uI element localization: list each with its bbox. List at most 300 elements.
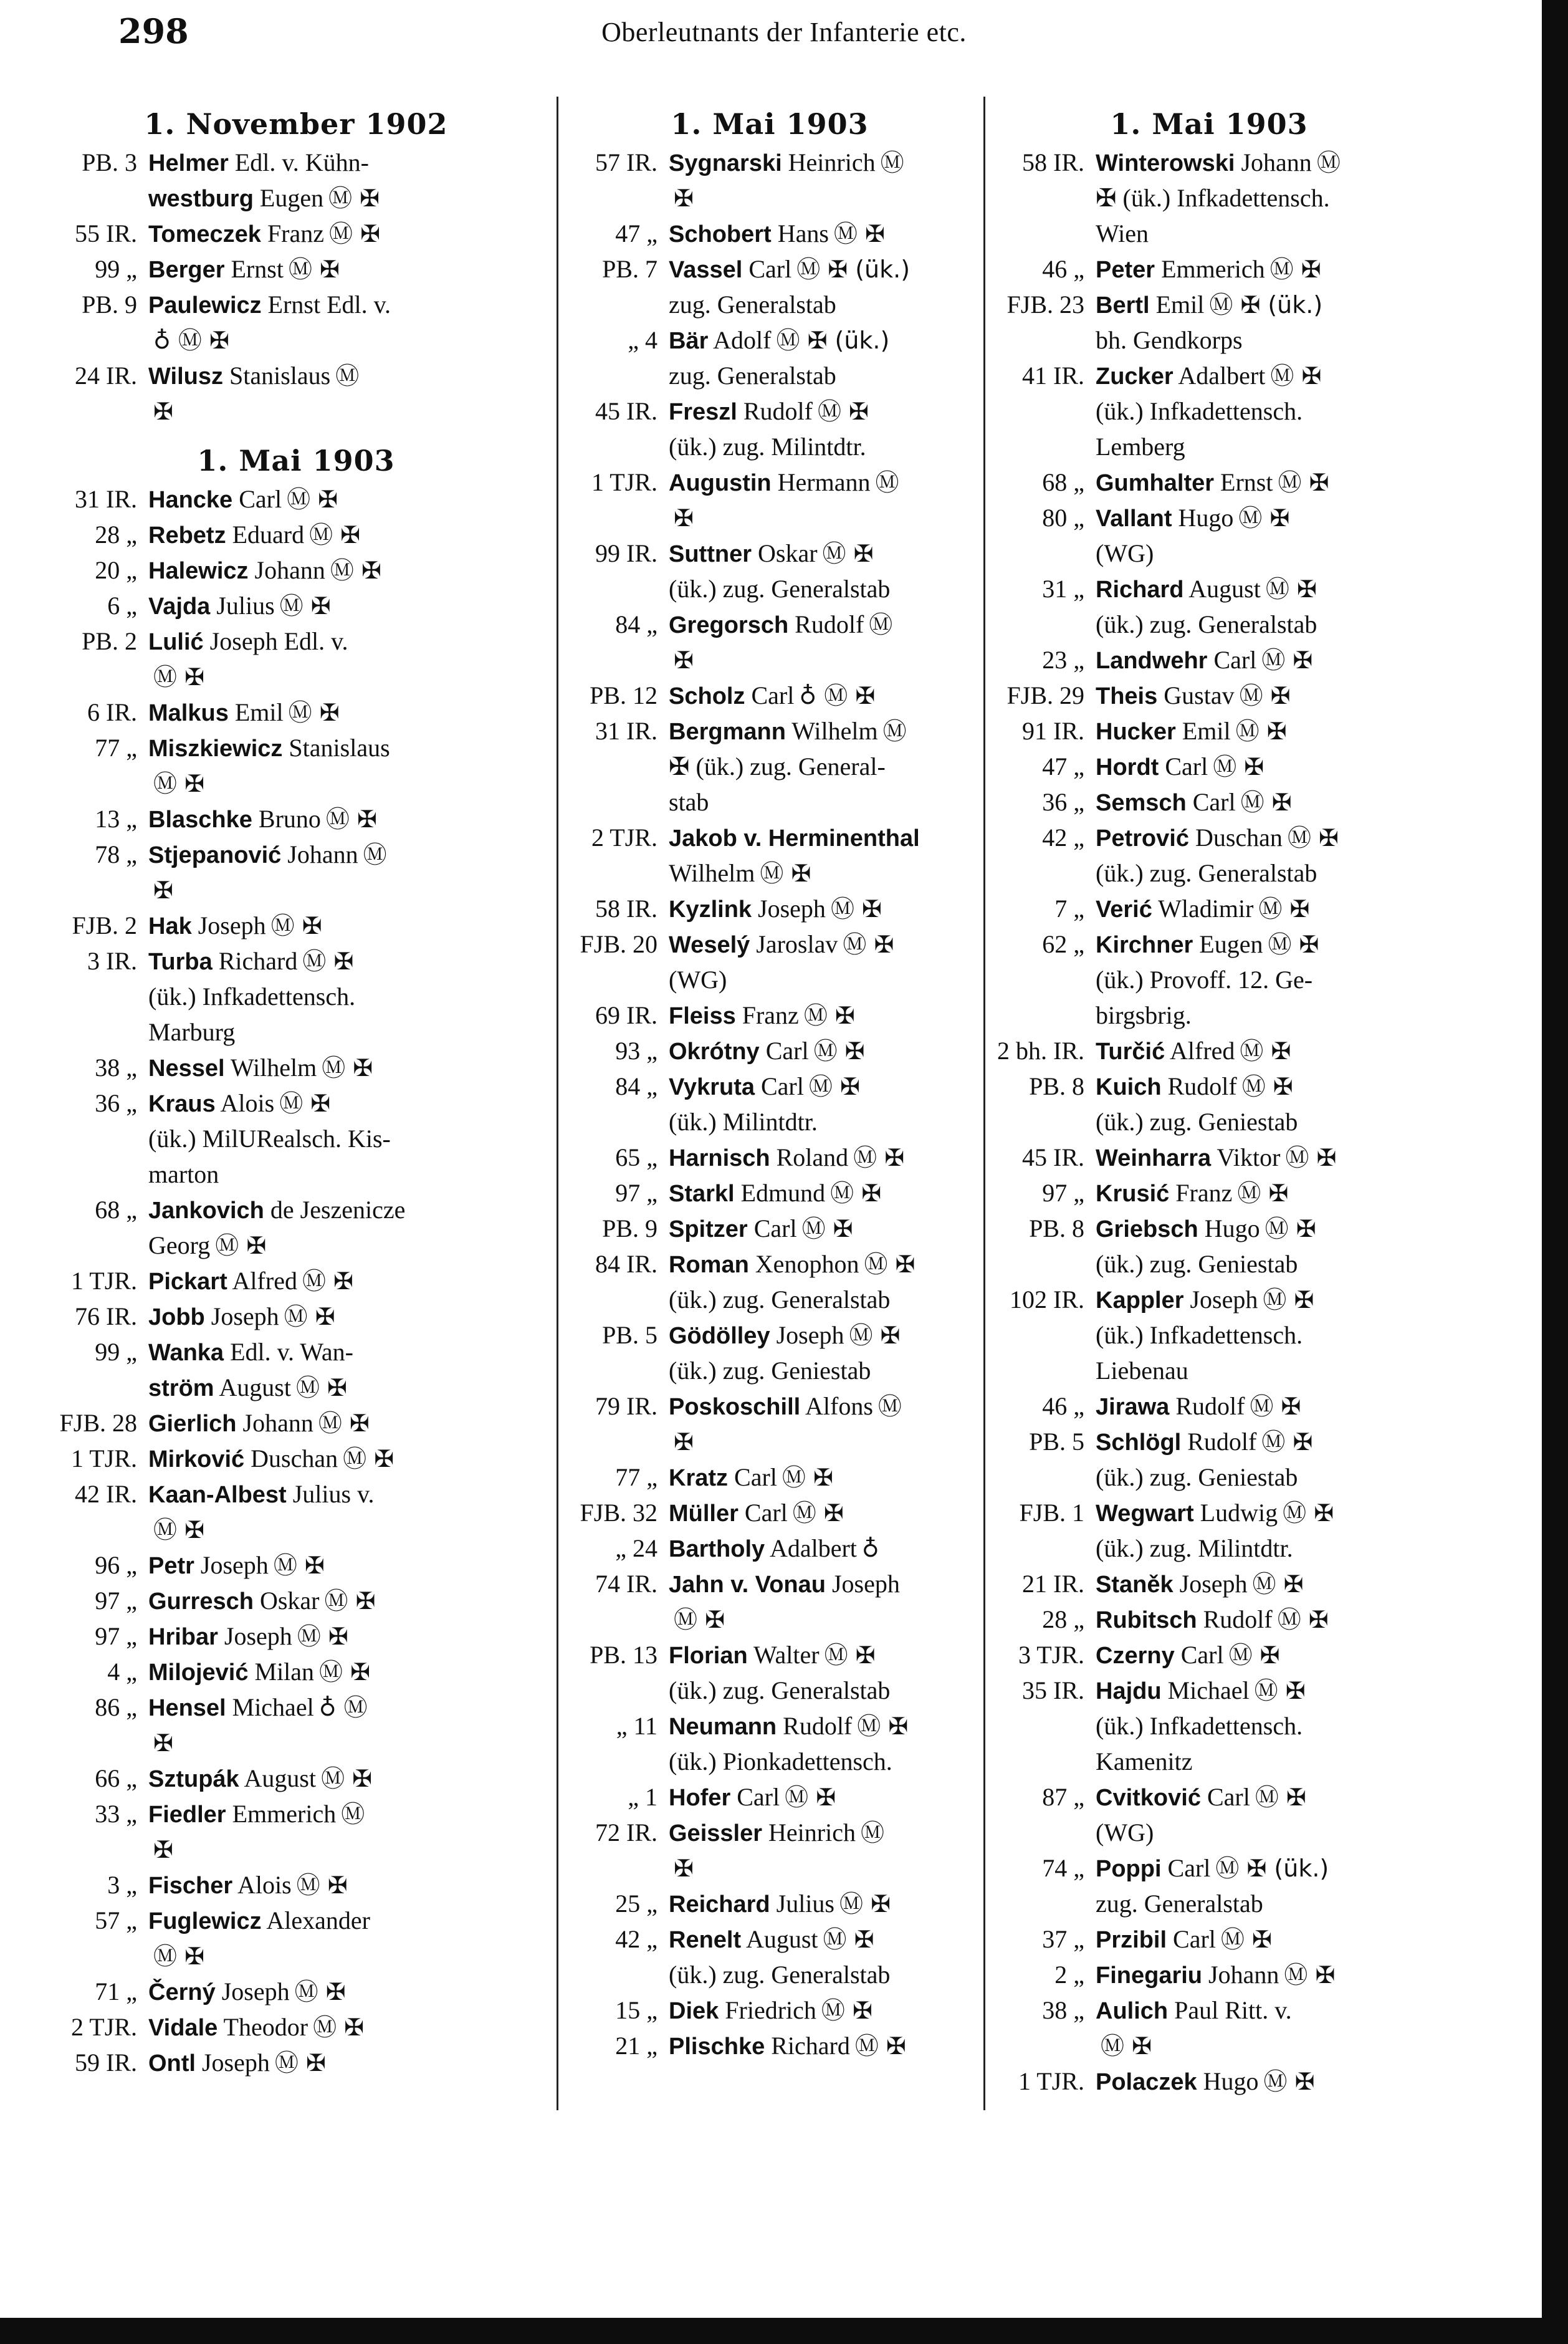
surname: Nessel <box>148 1055 225 1082</box>
given-name-notes: Emmerich <box>232 1800 337 1828</box>
given-name-notes: Gustav <box>1164 681 1235 709</box>
given-name-notes: Jaroslav <box>756 930 838 958</box>
list-entry <box>564 962 975 997</box>
unit-label: 57 „ <box>95 1906 137 1934</box>
list-entry <box>44 1476 548 1512</box>
list-entry <box>44 1689 548 1725</box>
surname: Geissler <box>669 1820 762 1847</box>
unit-label: 1 TJR. <box>71 1444 137 1472</box>
list-entry <box>564 2028 975 2063</box>
list-entry <box>991 1744 1427 1779</box>
given-name-notes: Julius <box>776 1890 834 1918</box>
entry-text <box>669 1175 975 1211</box>
decoration-icons: Ⓜ ✠ <box>864 1251 915 1278</box>
decoration-icons: Ⓜ ✠ <box>270 912 322 939</box>
decoration-icons: Ⓜ ✠ <box>1238 504 1290 532</box>
entry-text <box>148 623 548 659</box>
unit-label: 2 TJR. <box>71 2013 137 2041</box>
given-name-notes: Joseph Edl. v. <box>209 627 348 655</box>
given-name-notes: August <box>219 1373 291 1401</box>
entry-text <box>1096 322 1427 358</box>
surname: Vidale <box>148 2015 218 2041</box>
decoration-icons: Ⓜ ✠ <box>322 1054 373 1082</box>
given-name-notes: Wilhelm <box>230 1054 317 1082</box>
given-name-notes: Hermann <box>777 468 871 496</box>
list-entry <box>44 943 548 979</box>
list-entry <box>991 678 1427 713</box>
list-entry <box>44 588 548 623</box>
list-entry <box>991 1069 1427 1104</box>
given-name-notes: Adalbert <box>769 1534 857 1562</box>
unit-label <box>44 1121 148 1156</box>
surname: Milojević <box>148 1660 249 1686</box>
decoration-icons: ✠ <box>674 646 694 674</box>
unit-label <box>991 1104 1096 1140</box>
entry-text <box>669 962 975 997</box>
running-title: Oberleutnants der Infanterie etc. <box>601 17 967 47</box>
surname: Bär <box>669 328 709 354</box>
unit-label <box>991 1886 1096 1921</box>
entry-text <box>1096 500 1427 536</box>
column-rule-1 <box>557 97 558 2110</box>
unit-label: 77 „ <box>615 1463 657 1491</box>
given-name-notes: Rudolf <box>783 1712 853 1740</box>
unit-label: 55 IR. <box>75 219 137 247</box>
decoration-icons: Ⓜ ✠ <box>843 931 894 958</box>
decoration-icons: Ⓜ <box>882 718 907 745</box>
decoration-icons: Ⓜ <box>341 1800 365 1828</box>
entry-text <box>669 1921 975 1957</box>
entry-text <box>669 1495 975 1530</box>
entry-text <box>1096 1459 1427 1495</box>
list-entry <box>44 1334 548 1370</box>
unit-label: 33 „ <box>95 1800 137 1828</box>
list-entry <box>44 1192 548 1227</box>
entry-text <box>148 1654 548 1689</box>
list-entry <box>564 1317 975 1353</box>
entry-text <box>1096 1708 1427 1744</box>
given-name-notes: Joseph <box>221 1977 290 2005</box>
list-entry <box>44 623 548 659</box>
surname: Kirchner <box>1096 932 1193 958</box>
list-entry <box>991 216 1427 251</box>
given-name-notes: (ük.) Infkadettensch. <box>1096 1712 1303 1740</box>
given-name-notes: Johann <box>287 840 358 868</box>
unit-label: 42 „ <box>1042 824 1084 852</box>
given-name-notes: Joseph <box>200 1551 269 1579</box>
given-name-notes: Ernst <box>231 255 284 283</box>
unit-label: 68 „ <box>95 1196 137 1224</box>
list-entry <box>564 1886 975 1921</box>
list-entry <box>44 1227 548 1263</box>
decoration-icons: Ⓜ <box>880 149 904 176</box>
unit-label: 38 „ <box>1042 1996 1084 2024</box>
unit-label: FJB. 28 <box>59 1409 137 1437</box>
surname: Peter <box>1096 257 1155 283</box>
given-name-notes: Hans <box>777 219 829 247</box>
surname: Bartholy <box>669 1536 765 1562</box>
list-entry <box>991 1495 1427 1530</box>
list-entry <box>44 1121 548 1156</box>
entry-text <box>148 694 548 730</box>
list-entry <box>564 1211 975 1246</box>
entry-text <box>1096 571 1427 607</box>
given-name-notes: birgsbrig. <box>1096 1001 1192 1029</box>
entry-text <box>1096 1495 1427 1530</box>
entry-text <box>1096 997 1427 1033</box>
unit-label: 37 „ <box>1042 1925 1084 1953</box>
given-name-notes: Rudolf <box>795 610 864 638</box>
surname: Wegwart <box>1096 1501 1194 1527</box>
list-entry <box>564 145 975 180</box>
given-name-notes: Edl. v. Wan- <box>230 1338 353 1366</box>
surname: Blaschke <box>148 807 252 833</box>
given-name-notes: Richard <box>771 2032 850 2060</box>
list-entry <box>564 926 975 962</box>
given-name-notes: Joseph <box>198 911 266 939</box>
decoration-icons: Ⓜ ✠ <box>801 1215 853 1242</box>
unit-label: 57 IR. <box>595 148 657 176</box>
list-entry <box>991 1353 1427 1388</box>
entry-text <box>669 784 975 820</box>
entry-text <box>1096 180 1427 216</box>
entry-text <box>148 1547 548 1583</box>
unit-label: 3 IR. <box>87 947 137 975</box>
unit-label <box>564 287 669 322</box>
surname: Bertl <box>1096 292 1150 319</box>
entry-text <box>148 1263 548 1299</box>
decoration-icons: Ⓜ ✠ <box>1252 1570 1304 1598</box>
entry-text <box>669 820 975 855</box>
list-entry <box>991 1459 1427 1495</box>
entry-text <box>1096 1673 1427 1708</box>
unit-label <box>991 322 1096 358</box>
unit-label: 87 „ <box>1042 1783 1084 1811</box>
surname: westburg <box>148 186 254 212</box>
surname: Tomeczek <box>148 221 261 247</box>
unit-label: „ 24 <box>615 1534 657 1562</box>
decoration-icons: Ⓜ ✠ <box>1240 789 1292 816</box>
given-name-notes: zug. Generalstab <box>669 362 836 390</box>
unit-label: PB. 8 <box>1029 1072 1084 1100</box>
entry-text <box>669 926 975 962</box>
list-entry <box>991 820 1427 855</box>
decoration-icons: Ⓜ ✠ <box>857 1712 909 1740</box>
unit-label <box>991 2028 1096 2063</box>
list-entry <box>564 536 975 571</box>
list-entry <box>991 251 1427 287</box>
list-entry <box>44 393 548 429</box>
entry-text <box>669 1602 975 1637</box>
unit-label: PB. 5 <box>602 1321 657 1349</box>
entry-text <box>669 1033 975 1069</box>
list-entry <box>564 393 975 429</box>
unit-label: 15 „ <box>615 1996 657 2024</box>
unit-label <box>564 1353 669 1388</box>
surname: Miszkiewicz <box>148 736 283 762</box>
given-name-notes: Carl <box>748 255 792 283</box>
given-name-notes: Eduard <box>232 521 305 549</box>
entry-text <box>669 678 975 713</box>
entry-text <box>148 1867 548 1903</box>
decoration-icons: Ⓜ ✠ <box>1269 256 1321 283</box>
surname: Zucker <box>1096 363 1174 390</box>
list-entry <box>991 855 1427 891</box>
list-entry <box>44 1085 548 1121</box>
decoration-icons: Ⓜ ✠ <box>153 770 204 797</box>
list-entry <box>44 1263 548 1299</box>
list-entry <box>564 678 975 713</box>
unit-label: PB. 9 <box>602 1214 657 1242</box>
given-name-notes: (ük.) MilURealsch. Kis- <box>148 1125 391 1153</box>
entry-text <box>669 571 975 607</box>
decoration-icons: ✠ <box>674 185 694 212</box>
unit-label <box>44 1938 148 1974</box>
surname: Polaczek <box>1096 2069 1197 2095</box>
decoration-icons: Ⓜ ✠ <box>808 1073 860 1100</box>
entry-text <box>669 1530 975 1566</box>
given-name-notes: Joseph <box>224 1622 292 1650</box>
surname: ström <box>148 1375 214 1401</box>
list-entry <box>564 1957 975 1992</box>
list-entry <box>44 1725 548 1760</box>
given-name-notes: Theodor <box>223 2013 308 2041</box>
given-name-notes: (ük.) zug. Generalstab <box>669 1285 891 1314</box>
decoration-icons: Ⓜ ✠ (ük.) <box>796 256 911 283</box>
unit-label: 1 TJR. <box>71 1267 137 1295</box>
unit-label: FJB. 32 <box>580 1499 657 1527</box>
given-name-notes: Carl <box>744 1499 788 1527</box>
entry-text <box>148 1299 548 1334</box>
entry-text <box>1096 1140 1427 1175</box>
unit-label <box>991 180 1096 216</box>
decoration-icons: Ⓜ ✠ <box>830 895 882 923</box>
surname: Paulewicz <box>148 292 262 319</box>
list-entry <box>564 784 975 820</box>
list-entry <box>991 1673 1427 1708</box>
entry-text <box>1096 1104 1427 1140</box>
decoration-icons: Ⓜ ✠ <box>833 220 885 247</box>
given-name-notes: Julius v. <box>292 1480 375 1508</box>
unit-label: 58 IR. <box>1022 148 1084 176</box>
decoration-icons: Ⓜ ✠ <box>1263 2068 1315 2095</box>
given-name-notes: Ernst <box>1220 468 1273 496</box>
entry-text <box>148 322 548 358</box>
list-entry <box>564 1637 975 1673</box>
surname: Harnisch <box>669 1145 770 1171</box>
list-entry <box>44 180 548 216</box>
unit-label: FJB. 29 <box>1006 681 1084 709</box>
list-entry <box>991 1246 1427 1282</box>
unit-label <box>44 1014 148 1050</box>
given-name-notes: Emil <box>1155 291 1205 319</box>
list-entry <box>44 1299 548 1334</box>
surname: Semsch <box>1096 790 1187 816</box>
given-name-notes: (ük.) zug. Generalstab <box>1096 859 1317 887</box>
given-name-notes: August <box>1188 575 1261 603</box>
decoration-icons: Ⓜ ✠ <box>782 1464 833 1491</box>
surname: Plischke <box>669 2034 765 2060</box>
given-name-notes: (ük.) Infkadettensch. <box>1096 1321 1303 1349</box>
unit-label <box>991 393 1096 429</box>
given-name-notes: Joseph <box>1190 1285 1258 1314</box>
given-name-notes: Joseph <box>758 895 826 923</box>
list-entry <box>991 287 1427 322</box>
list-entry <box>991 1140 1427 1175</box>
list-entry <box>564 1708 975 1744</box>
decoration-icons: Ⓜ ✠ (ük.) <box>1209 291 1323 319</box>
unit-label <box>44 322 148 358</box>
decoration-icons: Ⓜ ✠ <box>1268 931 1319 958</box>
surname: Scholz <box>669 683 745 709</box>
decoration-icons: Ⓜ ✠ (ük.) <box>1215 1855 1329 1882</box>
unit-label <box>991 1708 1096 1744</box>
surname: Czerny <box>1096 1643 1175 1669</box>
surname: Müller <box>669 1501 739 1527</box>
unit-label <box>44 1156 148 1192</box>
surname: Okrótny <box>669 1039 760 1065</box>
unit-label <box>44 393 148 429</box>
surname: Kratz <box>669 1465 729 1491</box>
unit-label: PB. 7 <box>602 255 657 283</box>
decoration-icons: Ⓜ ✠ <box>1265 575 1317 603</box>
unit-label <box>564 749 669 784</box>
decoration-icons: ♁ Ⓜ ✠ <box>799 682 876 709</box>
unit-label: 84 IR. <box>595 1250 657 1278</box>
entry-text <box>669 1744 975 1779</box>
given-name-notes: Johann <box>1241 148 1312 176</box>
list-entry <box>564 1104 975 1140</box>
decoration-icons: Ⓜ ✠ <box>296 1871 348 1899</box>
unit-label: 46 „ <box>1042 1392 1084 1420</box>
surname: Gumhalter <box>1096 470 1215 496</box>
decoration-icons: Ⓜ ✠ <box>1261 646 1313 674</box>
unit-label <box>564 429 669 464</box>
unit-label: 84 „ <box>615 610 657 638</box>
given-name-notes: August <box>745 1925 818 1953</box>
list-entry <box>991 2063 1427 2099</box>
decoration-icons: Ⓜ ✠ <box>803 1002 855 1029</box>
entry-text <box>148 1405 548 1441</box>
list-entry <box>44 1903 548 1938</box>
entry-text <box>148 801 548 837</box>
unit-label <box>991 997 1096 1033</box>
unit-label: 13 „ <box>95 805 137 833</box>
entry-text <box>148 1085 548 1121</box>
list-entry <box>991 784 1427 820</box>
unit-label: 71 „ <box>95 1977 137 2005</box>
given-name-notes: Eugen <box>259 184 324 212</box>
entry-text <box>669 145 975 180</box>
list-entry <box>991 536 1427 571</box>
unit-label <box>564 1282 669 1317</box>
scan-border-right <box>1542 0 1568 2344</box>
decoration-icons: Ⓜ ✠ <box>823 1926 874 1953</box>
surname: Fuglewicz <box>148 1908 262 1934</box>
decoration-icons: Ⓜ ✠ <box>817 398 869 425</box>
unit-label: 36 „ <box>95 1089 137 1117</box>
decoration-icons: Ⓜ ✠ <box>1285 1144 1337 1171</box>
list-entry <box>564 1495 975 1530</box>
unit-label <box>991 1246 1096 1282</box>
given-name-notes: Rudolf <box>1203 1605 1273 1633</box>
surname: Theis <box>1096 683 1158 709</box>
given-name-notes: Rudolf <box>1167 1072 1237 1100</box>
given-name-notes: Franz <box>742 1001 799 1029</box>
page-number: 298 <box>118 11 189 51</box>
entry-text <box>1096 1388 1427 1424</box>
entry-text <box>1096 1850 1427 1886</box>
list-entry <box>564 749 975 784</box>
surname: Malkus <box>148 700 229 726</box>
given-name-notes: ✠ (ük.) zug. General- <box>669 752 886 781</box>
given-name-notes: Georg <box>148 1231 211 1259</box>
entry-text <box>148 1512 548 1547</box>
given-name-notes: Duschan <box>251 1444 338 1472</box>
entry-text <box>148 908 548 943</box>
decoration-icons: Ⓜ <box>335 362 360 390</box>
entry-text <box>148 1370 548 1405</box>
unit-label <box>991 1744 1096 1779</box>
entry-text <box>148 730 548 766</box>
entry-text <box>669 500 975 536</box>
given-name-notes: Franz <box>1175 1179 1233 1207</box>
unit-label: PB. 2 <box>82 627 137 655</box>
entry-text <box>669 1104 975 1140</box>
list-entry <box>564 1815 975 1850</box>
list-entry <box>44 517 548 552</box>
given-name-notes: Julius <box>216 592 275 620</box>
entry-text <box>1096 429 1427 464</box>
entry-text <box>148 180 548 216</box>
entry-text <box>148 481 548 517</box>
given-name-notes: Carl <box>753 1214 797 1242</box>
surname: Diek <box>669 1998 719 2024</box>
surname: Reichard <box>669 1891 770 1918</box>
unit-label <box>991 1459 1096 1495</box>
decoration-icons: Ⓜ ✠ <box>1241 1073 1293 1100</box>
unit-label <box>991 1317 1096 1353</box>
decoration-icons: Ⓜ ✠ <box>302 1267 353 1295</box>
entry-text <box>1096 2063 1427 2099</box>
unit-label <box>564 1602 669 1637</box>
surname: Suttner <box>669 541 752 567</box>
decoration-icons: ✠ <box>674 504 694 532</box>
given-name-notes: Adolf <box>713 326 772 354</box>
unit-label <box>991 1353 1096 1388</box>
list-entry <box>564 1530 975 1566</box>
surname: Černý <box>148 1979 216 2005</box>
surname: Florian <box>669 1643 748 1669</box>
list-entry <box>44 2045 548 2080</box>
surname: Augustin <box>669 470 772 496</box>
unit-label: 91 IR. <box>1022 717 1084 745</box>
list-entry <box>44 145 548 180</box>
given-name-notes: Rudolf <box>1187 1428 1257 1456</box>
unit-label <box>44 180 148 216</box>
list-entry <box>991 1282 1427 1317</box>
list-entry <box>564 251 975 287</box>
surname: Jobb <box>148 1304 205 1330</box>
list-entry <box>44 1654 548 1689</box>
given-name-notes: Alois <box>220 1089 275 1117</box>
given-name-notes: (ük.) zug. Geniestab <box>1096 1250 1298 1278</box>
surname: Mirković <box>148 1446 245 1472</box>
decoration-icons: Ⓜ ✠ <box>1255 1784 1306 1811</box>
unit-label: 45 IR. <box>1022 1143 1084 1171</box>
given-name-notes: (ük.) Infkadettensch. <box>148 982 356 1011</box>
entry-text <box>1096 464 1427 500</box>
